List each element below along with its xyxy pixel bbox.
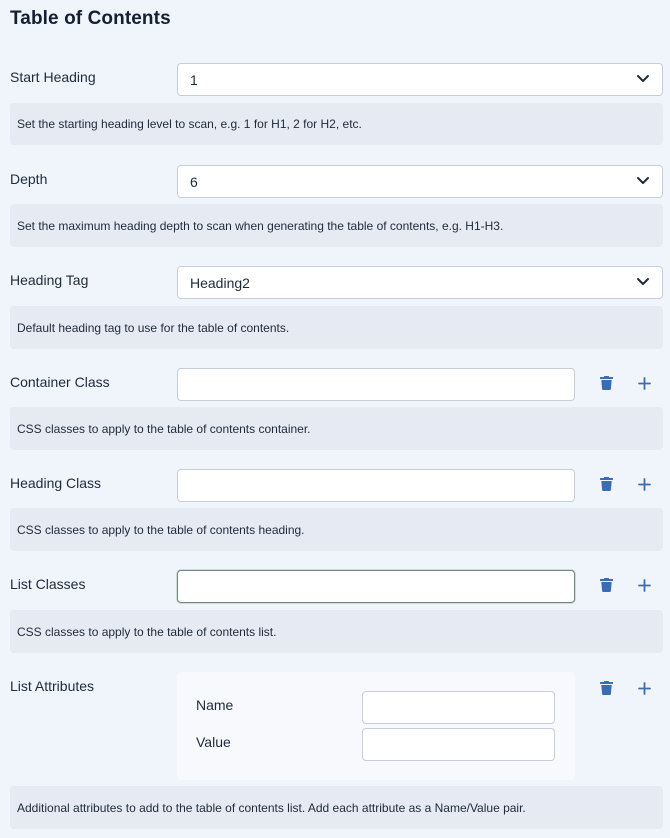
list-classes-input[interactable] — [177, 570, 575, 603]
list-attributes-description: Additional attributes to add to the table of contents list. Add each attribute as a Name/Value pair. — [10, 786, 663, 829]
start-heading-label: Start Heading — [10, 69, 96, 85]
plus-icon — [638, 682, 651, 695]
heading-class-add-button[interactable] — [632, 472, 656, 496]
heading-tag-select[interactable] — [177, 266, 663, 299]
heading-class-description: CSS classes to apply to the table of contents heading. — [10, 508, 663, 551]
heading-tag-description: Default heading tag to use for the table of contents. — [10, 306, 663, 349]
plus-icon — [638, 579, 651, 592]
list-classes-add-button[interactable] — [632, 573, 656, 597]
start-heading-select[interactable] — [177, 63, 663, 96]
start-heading-value: 1 — [190, 72, 198, 88]
chevron-down-icon — [636, 277, 650, 287]
list-attributes-label: List Attributes — [10, 678, 95, 694]
heading-class-delete-button[interactable] — [594, 472, 618, 496]
start-heading-description: Set the starting heading level to scan, e.g. 1 for H1, 2 for H2, etc. — [10, 103, 663, 145]
plus-icon — [638, 478, 651, 491]
trash-icon — [600, 477, 613, 491]
container-class-label: Container Class — [10, 374, 110, 390]
trash-icon — [600, 681, 613, 695]
container-class-input[interactable] — [177, 368, 575, 401]
chevron-down-icon — [636, 176, 650, 186]
list-classes-description: CSS classes to apply to the table of contents list. — [10, 610, 663, 653]
list-attributes-delete-button[interactable] — [594, 676, 618, 700]
trash-icon — [600, 376, 613, 390]
container-class-description: CSS classes to apply to the table of contents container. — [10, 407, 663, 450]
list-classes-delete-button[interactable] — [594, 573, 618, 597]
depth-value: 6 — [190, 174, 198, 190]
heading-class-input[interactable] — [177, 469, 575, 502]
attribute-value-input[interactable] — [362, 728, 555, 761]
list-classes-label: List Classes — [10, 576, 86, 592]
depth-select[interactable] — [177, 165, 663, 198]
list-attributes-add-button[interactable] — [632, 676, 656, 700]
heading-tag-label: Heading Tag — [10, 272, 89, 288]
chevron-down-icon — [636, 74, 650, 84]
attribute-name-label: Name — [196, 697, 234, 713]
container-class-add-button[interactable] — [632, 371, 656, 395]
container-class-delete-button[interactable] — [594, 371, 618, 395]
attribute-value-label: Value — [196, 734, 231, 750]
plus-icon — [638, 377, 651, 390]
page-title: Table of Contents — [10, 8, 171, 29]
trash-icon — [600, 578, 613, 592]
attribute-name-input[interactable] — [362, 691, 555, 724]
heading-class-label: Heading Class — [10, 475, 102, 491]
heading-tag-value: Heading2 — [190, 275, 250, 291]
list-attributes-subform — [177, 672, 575, 780]
depth-description: Set the maximum heading depth to scan when generating the table of contents, e.g. H1-H3. — [10, 204, 663, 247]
depth-label: Depth — [10, 171, 48, 187]
